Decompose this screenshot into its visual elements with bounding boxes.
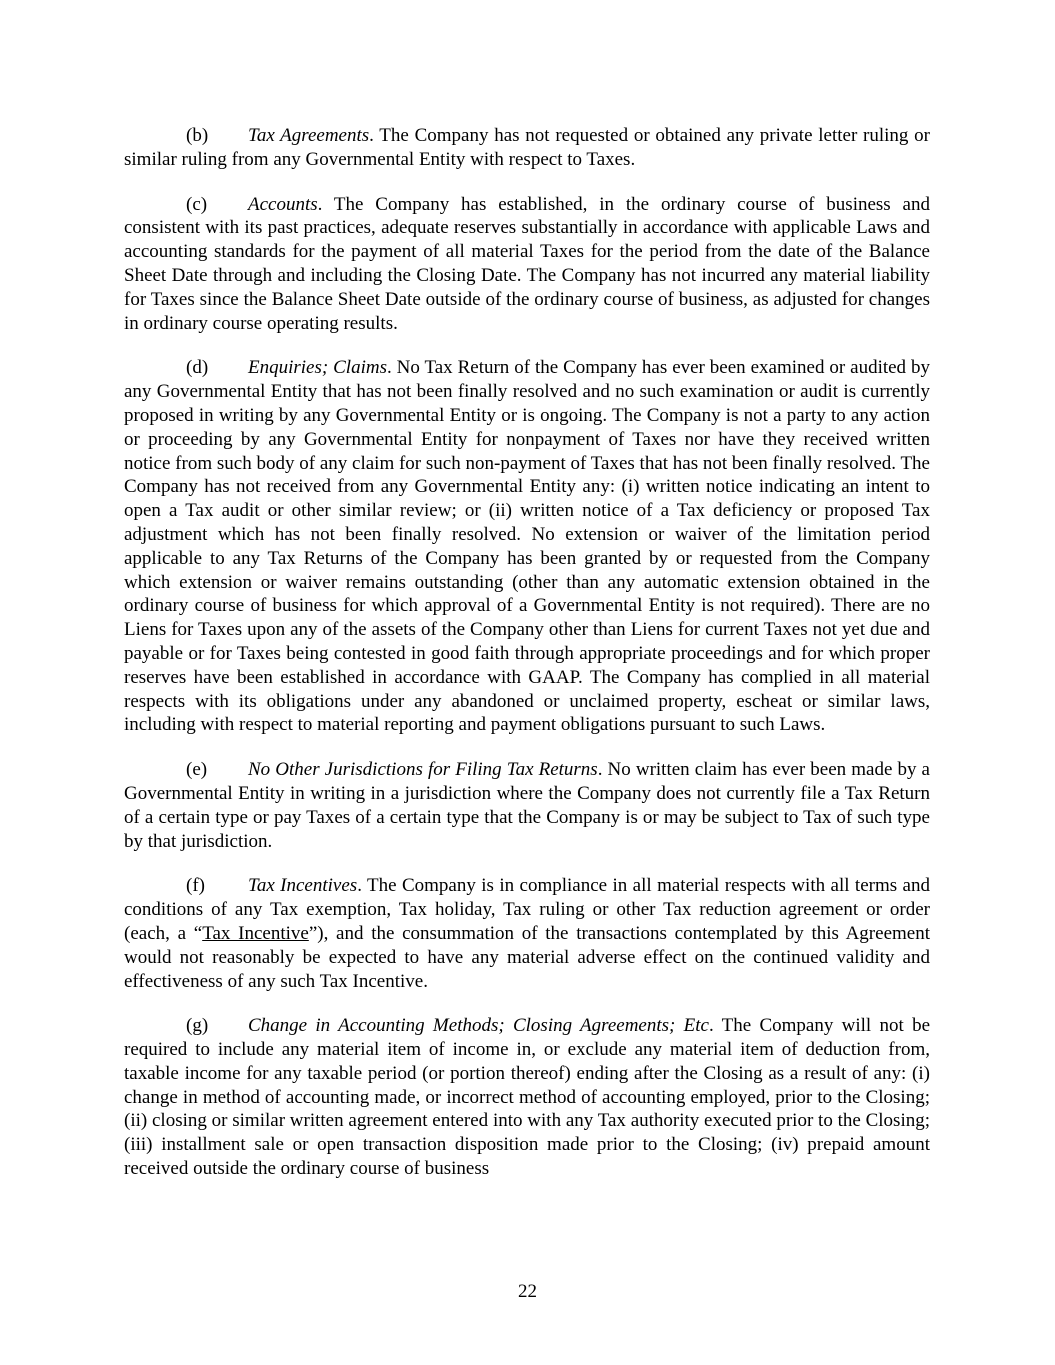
paragraph-heading: Tax Incentives (248, 875, 358, 897)
paragraph-label: (d) (186, 357, 209, 379)
paragraph-label: (c) (186, 193, 208, 215)
paragraph-text: . The Company will not be required to include any material item of income in, or exclude any material item of deduction from, taxable income for any taxable period (or portion thereof) ending after the Closing as a result of any: (i) change in method of accounting made, or incorrect method of accounting employed, prior to the Closing; (ii) closing or similar written agreement entered into with any Tax authority executed prior to the Closing; (iii) installment sale or open transaction disposition made prior to the Closing; (iv) prepaid amount received outside the ordinary course of business (124, 1015, 930, 1180)
paragraph-heading: Change in Accounting Methods; Closing Agreements; Etc (248, 1015, 709, 1037)
paragraph-label: (g) (186, 1015, 209, 1037)
paragraph-e (124, 758, 930, 853)
paragraph-label: (b) (186, 125, 209, 146)
paragraph-f (124, 874, 930, 993)
paragraph-heading: No Other Jurisdictions for Filing Tax Returns (248, 759, 598, 781)
paragraph-text: ”), and the consummation of the transactions contemplated by this Agreement would not reasonably be expected to have any material adverse effect on the continued validity and effectiveness of any such Tax Incentive. (124, 922, 930, 992)
document-page (124, 124, 930, 1202)
defined-term-tax-incentive: Tax Incentive (202, 922, 309, 944)
paragraph-text: . The Company has established, in the ordinary course of business and consistent with its past practices, adequate reserves substantially in accordance with applicable Laws and accounting standards for the payment of all material Taxes for the period from the date of the Balance Sheet Date through and including the Closing Date. The Company has not incurred any material liability for Taxes since the Balance Sheet Date outside of the ordinary course of business, as adjusted for changes in ordinary course operating results. (124, 193, 930, 334)
paragraph-g (124, 1014, 930, 1181)
paragraph-text: . The Company is in compliance in all material respects with all terms and conditions of any Tax exemption, Tax holiday, Tax ruling or other Tax reduction agreement or order (each, a “ (124, 875, 930, 944)
paragraph-label: (e) (186, 759, 208, 781)
paragraph-heading: Enquiries; Claims (248, 357, 387, 379)
paragraph-heading: Accounts (248, 193, 318, 215)
paragraph-heading: Tax Agreements (248, 125, 370, 146)
page-number: 22 (518, 1281, 537, 1302)
paragraph-text: . The Company has not requested or obtained any private letter ruling or similar ruling from any Governmental Entity with respect to Taxes. (124, 125, 930, 170)
paragraph-c (124, 193, 930, 336)
paragraph-text: . No written claim has ever been made by a Governmental Entity in writing in a jurisdiction where the Company does not currently file a Tax Return of a certain type or pay Taxes of a certain type that the Company is or may be subject to Tax of such type by that jurisdiction. (124, 759, 930, 852)
paragraph-label: (f) (186, 875, 205, 897)
paragraph-text: . No Tax Return of the Company has ever been examined or audited by any Governmental Entity that has not been finally resolved and no such examination or audit is currently proposed in writing by any Governmental Entity or is ongoing. The Company is not a party to any action or proceeding by any Governmental Entity for nonpayment of Taxes nor have they received written notice from such body of any claim for such non-payment of Taxes that has not been finally resolved. The Company has not received from any Governmental Entity any: (i) written notice indicating an intent to open a Tax audit or other similar review; or (ii) written notice of a Tax deficiency or proposed Tax adjustment which has not been finally resolved. No extension or waiver of the limitation period applicable to any Tax Returns of the Company has been granted by or requested from the Company which extension or waiver remains outstanding (other than any automatic extension obtained in the ordinary course of business for which approval of a Governmental Entity is not required). There are no Liens for Taxes upon any of the assets of the Company other than Liens for current Taxes not yet due and payable or for Taxes being contested in good faith through appropriate proceedings and for which proper reserves have been established in accordance with GAAP. The Company has complied in all material respects with its obligations under any abandoned or unclaimed property, escheat or similar laws, including with respect to material reporting and payment obligations pursuant to such Laws. (124, 357, 930, 736)
paragraph-d (124, 356, 930, 737)
paragraph-b (124, 124, 930, 172)
